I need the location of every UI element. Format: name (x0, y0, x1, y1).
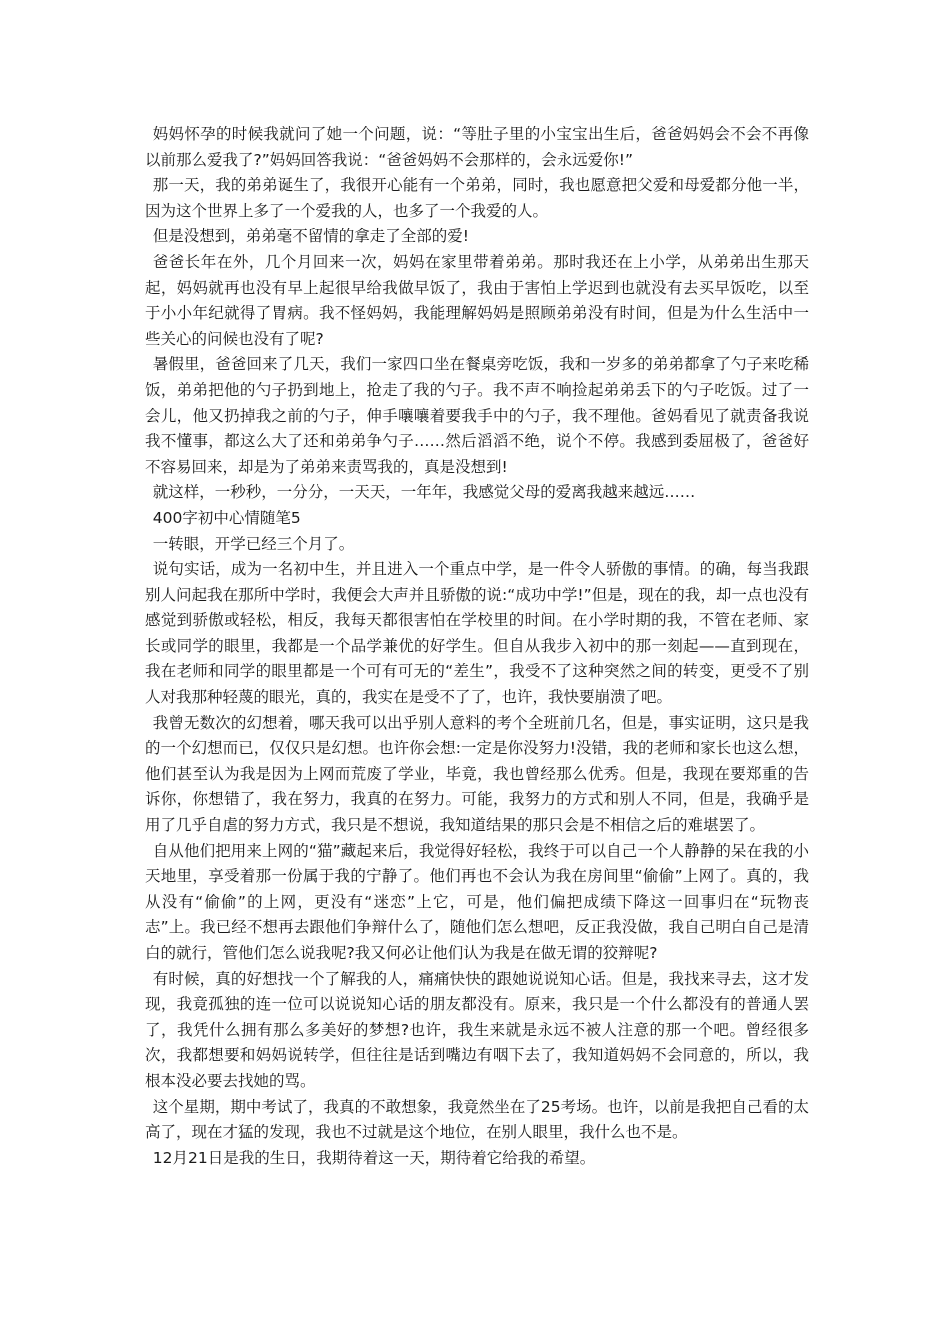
paragraph-1: 妈妈怀孕的时候我就问了她一个问题，说：“等肚子里的小宝宝出生后，爸爸妈妈会不会不再像以前那么爱我了?”妈妈回答我说：“爸爸妈妈不会那样的，会永远爱你!” (145, 125, 809, 169)
document-body (145, 122, 809, 1171)
paragraph-10: 自从他们把用来上网的“猫”藏起来后，我觉得好轻松，我终于可以自己一个人静静的呆在我的小天地里，享受着那一份属于我的宁静了。他们再也不会认为我在房间里“偷偷”上网了。真的，我从没有“偷偷”的上网，更没有“迷恋”上它，可是，他们偏把成绩下降这一回事归在“玩物丧志”上。我已经不想再去跟他们争辩什么了，随他们怎么想吧，反正我没做，我自己明白自己是清白的就行，管他们怎么说我呢?我又何必让他们认为我是在做无谓的狡辩呢? (145, 841, 809, 962)
paragraph-13: 12月21日是我的生日，我期待着这一天，期待着它给我的希望。 (152, 1148, 596, 1167)
paragraph-7: 一转眼，开学已经三个月了。 (152, 534, 355, 553)
paragraph-2: 那一天，我的弟弟诞生了，我很开心能有一个弟弟，同时，我也愿意把父爱和母爱都分他一半，因为这个世界上多了一个爱我的人，也多了一个我爱的人。 (145, 176, 809, 220)
paragraph-6: 就这样，一秒秒，一分分，一天天，一年年，我感觉父母的爱离我越来越远…… (152, 483, 696, 502)
paragraph-11: 有时候，真的好想找一个了解我的人，痛痛快快的跟她说说知心话。但是，我找来寻去，这才发现，我竟孤独的连一位可以说说知心话的朋友都没有。原来，我只是一个什么都没有的普通人罢了，我凭什么拥有那么多美好的梦想?也许，我生来就是永远不被人注意的那一个吧。曾经很多次，我都想要和妈妈说转学，但往往是话到嘴边有咽下去了，我知道妈妈不会同意的，所以，我根本没必要去找她的骂。 (145, 969, 809, 1090)
section-heading: 400字初中心情随笔5 (152, 508, 301, 527)
paragraph-3: 但是没想到，弟弟毫不留情的拿走了全部的爱! (152, 227, 469, 246)
paragraph-4: 爸爸长年在外，几个月回来一次，妈妈在家里带着弟弟。那时我还在上小学，从弟弟出生那天起，妈妈就再也没有早上起很早给我做早饭了，我由于害怕上学迟到也就没有去买早饭吃，以至于小小年纪就得了胃病。我不怪妈妈，我能理解妈妈是照顾弟弟没有时间，但是为什么生活中一些关心的问候也没有了呢? (145, 252, 809, 348)
paragraph-5: 暑假里，爸爸回来了几天，我们一家四口坐在餐桌旁吃饭，我和一岁多的弟弟都拿了勺子来吃稀饭，弟弟把他的勺子扔到地上，抢走了我的勺子。我不声不响捡起弟弟丢下的勺子吃饭。过了一会儿，他又扔掉我之前的勺子，伸手嚷嚷着要我手中的勺子，我不理他。爸妈看见了就责备我说我不懂事，都这么大了还和弟弟争勺子……然后滔滔不绝，说个不停。我感到委屈极了，爸爸好不容易回来，却是为了弟弟来责骂我的，真是没想到! (145, 355, 809, 476)
paragraph-9: 我曾无数次的幻想着，哪天我可以出乎别人意料的考个全班前几名，但是，事实证明，这只是我的一个幻想而已，仅仅只是幻想。也许你会想:一定是你没努力!没错，我的老师和家长也这么想，他们甚至认为我是因为上网而荒废了学业，毕竟，我也曾经那么优秀。但是，我现在要郑重的告诉你，你想错了，我在努力，我真的在努力。可能，我努力的方式和别人不同，但是，我确乎是用了几乎自虐的努力方式，我只是不想说，我知道结果的那只会是不相信之后的难堪罢了。 (145, 713, 809, 835)
paragraph-8: 说句实话，成为一名初中生，并且进入一个重点中学，是一件令人骄傲的事情。的确，每当我跟别人问起我在那所中学时，我便会大声并且骄傲的说:“成功中学!”但是，现在的我，却一点也没有感觉到骄傲或轻松，相反，我每天都很害怕在学校里的时间。在小学时期的我，不管在老师、家长或同学的眼里，我都是一个品学兼优的好学生。但自从我步入初中的那一刻起——直到现在，我在老师和同学的眼里都是一个可有可无的“差生”，我受不了这种突然之间的转变，更受不了别人对我那种轻蔑的眼光，真的，我实在是受不了了，也许，我快要崩溃了吧。 (145, 560, 809, 707)
paragraph-12: 这个星期，期中考试了，我真的不敢想象，我竟然坐在了25考场。也许，以前是我把自己看的太高了，现在才猛的发现，我也不过就是这个地位，在别人眼里，我什么也不是。 (145, 1097, 809, 1142)
